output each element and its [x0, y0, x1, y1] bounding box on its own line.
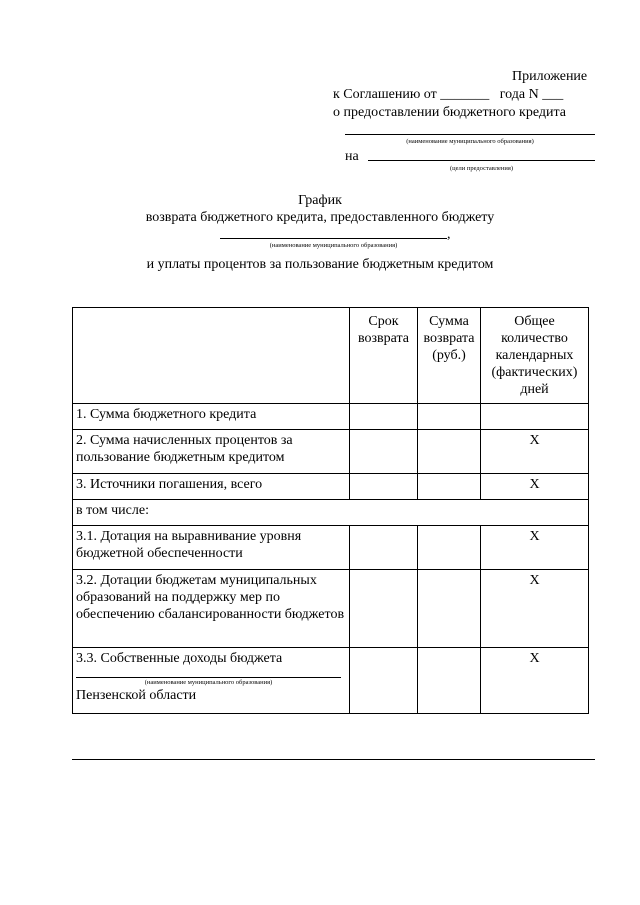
title-municipality-line — [220, 238, 447, 239]
purpose-caption: (цели предоставления) — [449, 165, 514, 172]
row-own-revenue — [73, 648, 350, 714]
row-mark — [481, 404, 589, 430]
row-label: 3.2. Дотации бюджетам муниципальных образований на поддержку мер по обеспечению сбалансированности бюджетов — [73, 570, 350, 648]
header-days: Общее количество календарных (фактических) дней — [481, 308, 589, 404]
agreement-prefix: к Соглашению от — [333, 87, 437, 102]
header-due-date: Срок возврата — [350, 308, 418, 404]
row-label: 1. Сумма бюджетного кредита — [73, 404, 350, 430]
row-mark: X — [481, 474, 589, 500]
agreement-line — [333, 86, 563, 103]
header-amount: Сумма возврата (руб.) — [418, 308, 481, 404]
repayment-schedule-table — [72, 307, 589, 714]
own-revenue-municipality-line — [76, 677, 341, 678]
row-mark: X — [481, 526, 589, 570]
row-label: 3.3. Собственные доходы бюджета — [76, 651, 283, 666]
title-comma: , — [447, 227, 451, 242]
agreement-year: года N — [499, 87, 539, 102]
table-row — [73, 526, 589, 570]
schedule-subtitle-2: и уплаты процентов за пользование бюджетным кредитом — [146, 257, 494, 272]
table-row — [73, 500, 589, 526]
own-revenue-suffix: Пензенской области — [76, 688, 197, 703]
agreement-number-blank: ___ — [542, 87, 564, 102]
agreement-date-blank: _______ — [440, 87, 490, 102]
table-header-row — [73, 308, 589, 404]
table-row — [73, 430, 589, 474]
row-label: в том числе: — [73, 500, 589, 526]
on-label: на — [345, 149, 359, 164]
bottom-separator — [72, 759, 595, 760]
table-row — [73, 404, 589, 430]
row-label: 3. Источники погашения, всего — [73, 474, 350, 500]
title-municipality-caption: (наименование муниципального образования) — [269, 242, 398, 249]
schedule-title: График — [298, 193, 342, 208]
table-row — [73, 648, 589, 714]
municipality-caption: (наименование муниципального образования) — [406, 138, 534, 145]
header-item — [73, 308, 350, 404]
own-revenue-caption: (наименование муниципального образования) — [144, 679, 273, 686]
table-row — [73, 570, 589, 648]
agreement-subject: о предоставлении бюджетного кредита — [333, 105, 566, 120]
schedule-subtitle: возврата бюджетного кредита, предоставленного бюджету — [145, 210, 495, 225]
row-mark: X — [481, 648, 589, 714]
row-label: 3.1. Дотация на выравнивание уровня бюджетной обеспеченности — [73, 526, 350, 570]
appendix-label: Приложение — [512, 69, 588, 84]
municipality-line — [345, 134, 595, 135]
row-mark: X — [481, 570, 589, 648]
purpose-line — [368, 160, 595, 161]
row-label: 2. Сумма начисленных процентов за пользование бюджетным кредитом — [73, 430, 350, 474]
row-mark: X — [481, 430, 589, 474]
table-row — [73, 474, 589, 500]
